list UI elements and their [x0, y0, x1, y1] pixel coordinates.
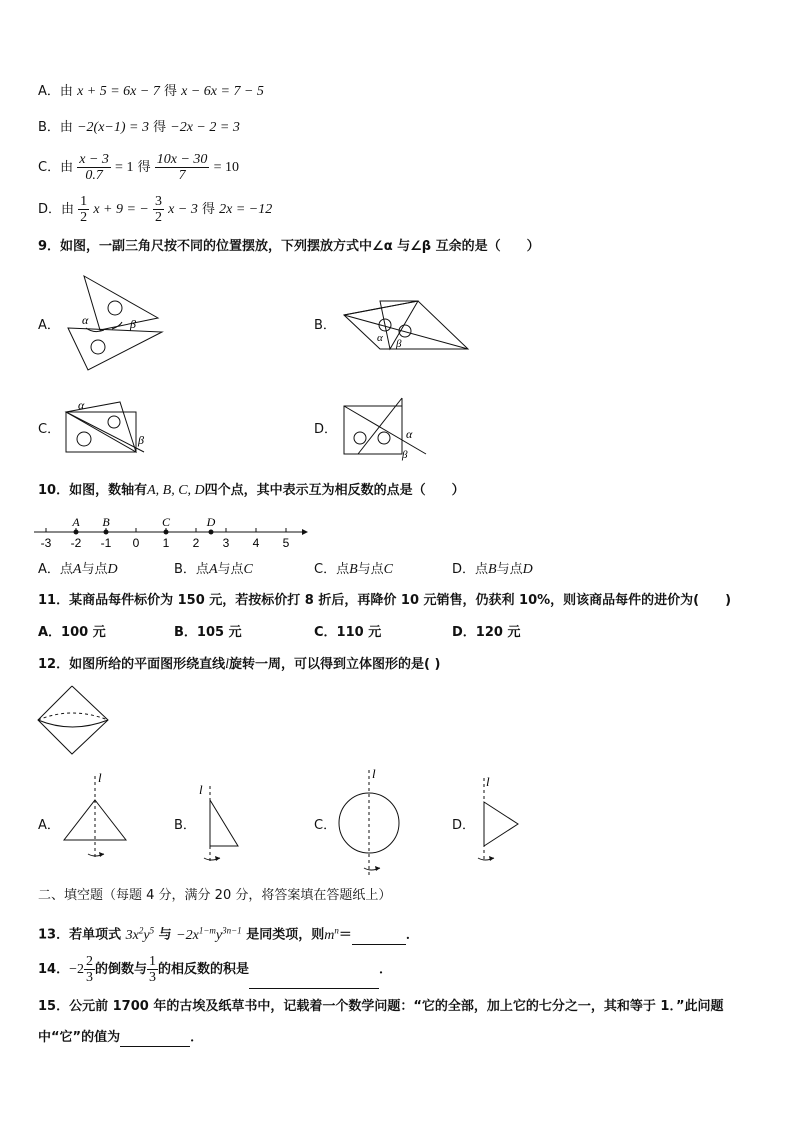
q15-line2 [38, 1030, 203, 1047]
section-2-heading: 二、填空题（每题 4 分，满分 20 分，将答案填在答题纸上） [38, 888, 392, 903]
q10d-mid: 与点 [496, 562, 523, 577]
q10b-p1: A [208, 562, 218, 577]
q15-line1: 15．公元前 1700 年的古埃及纸草书中，记载着一个数学问题：“它的全部，加上它的七分之一，其和等于 1．”此问题 [38, 999, 724, 1014]
q14-frac2-den: 3 [149, 970, 157, 985]
q12-stem-b: 旋转一周，可以得到立体图形的是( ) [228, 657, 441, 672]
number-line-point-label: D [206, 515, 216, 529]
q14-d: ． [379, 962, 393, 977]
q10d-p1: B [488, 562, 497, 577]
q8c-frac1 [77, 152, 111, 183]
number-line-point-label: B [102, 515, 110, 529]
number-line-point-c [164, 530, 169, 535]
q8c-eq2: = 10 [213, 160, 239, 175]
q9-option-c-label: C． [38, 422, 61, 437]
q12-stem-a: 12．如图所给的平面图形绕直线 [38, 657, 226, 672]
number-line-tick-label: 4 [252, 536, 260, 550]
q8c-frac2-den: 7 [178, 168, 186, 183]
q14-frac2 [147, 954, 158, 985]
q10a-label: A． [38, 562, 60, 577]
q11-option-c: C．110 元 [314, 625, 382, 640]
q12-figure-c [336, 764, 406, 880]
q13-d: ＝ [338, 927, 352, 943]
q9-option-d-label: D． [314, 422, 338, 437]
q10-option-b [174, 562, 253, 578]
q8a-eq1: x + 5 = 6x − 7 [77, 84, 160, 99]
q9-figure-c [60, 398, 155, 458]
q10c-text: 点 [336, 562, 350, 577]
number-line-tick-label: 3 [222, 536, 230, 550]
q13-answer-blank[interactable] [352, 928, 406, 945]
q11-stem: 11．某商品每件标价为 150 元，若按标价打 8 折后，再降价 10 元销售，仍获利 10%，则该商品每件的进价为( ) [38, 593, 732, 608]
q9a-alpha: α [82, 313, 89, 327]
q9d-beta: β [402, 449, 408, 461]
q8-option-d [38, 192, 272, 228]
q15-end: ． [190, 1030, 204, 1045]
q13-t1: 3x [125, 927, 139, 943]
number-line [34, 510, 309, 555]
q9b-alpha: α [377, 332, 383, 344]
number-line-point-d [209, 530, 214, 535]
q8d-eq1a: x + 9 = − [93, 202, 149, 217]
q12d-axis-label: l [486, 774, 490, 789]
number-line-tick-label: -2 [70, 536, 82, 550]
q8c-mid: 得 [137, 160, 151, 175]
q8c-frac2 [155, 152, 210, 183]
q10c-p2: C [383, 562, 394, 577]
q10-stem-points: A, B, C, D [147, 483, 205, 498]
q13-c: m [324, 927, 335, 943]
q8c-frac1-den: 0.7 [85, 168, 103, 183]
q9b-beta: β [396, 338, 402, 350]
q8c-eq1: = 1 [115, 160, 134, 175]
q9-figure-b [340, 295, 475, 355]
number-line-point-a [74, 530, 79, 535]
q10c-label: C． [314, 562, 337, 577]
q8d-frac2 [153, 194, 164, 225]
number-line-tick-label: 1 [162, 536, 170, 550]
q13-e: ． [405, 927, 419, 943]
q8c-frac1-num: x − 3 [79, 152, 109, 167]
q8c-frac2-num: 10x − 30 [156, 152, 208, 167]
q8-option-a [38, 84, 264, 100]
q8-option-b [38, 120, 240, 136]
q9-figure-d [340, 396, 430, 462]
q11-option-d: D．120 元 [452, 625, 521, 640]
q13-t2: −2x [176, 927, 199, 943]
q8a-label: A． [38, 84, 60, 99]
q10-stem-b: 四个点，其中表示互为相反数的点是（ ） [204, 483, 465, 498]
q10b-text: 点 [195, 562, 209, 577]
q9-option-a-label: A． [38, 318, 60, 333]
q10a-text: 点 [59, 562, 73, 577]
number-line-tick-label: 5 [282, 536, 290, 550]
q11-option-b: B．105 元 [174, 625, 242, 640]
q14-frac1 [84, 954, 95, 985]
q12-option-a-label: A． [38, 818, 60, 833]
q12-option-c-label: C． [314, 818, 337, 833]
q12-figure-a [60, 772, 135, 864]
q9c-beta: β [138, 433, 144, 447]
q12a-axis-label: l [98, 770, 102, 785]
q10c-p1: B [349, 562, 358, 577]
q8-option-c [38, 150, 239, 186]
q8d-mid: 得 [201, 202, 215, 217]
q10b-label: B． [174, 562, 196, 577]
q15-answer-blank[interactable] [120, 1030, 190, 1047]
q14-answer-blank[interactable] [249, 952, 379, 989]
q14-c: 的相反数的积是 [158, 962, 250, 977]
q10d-label: D． [452, 562, 476, 577]
q8b-label: B． [38, 120, 60, 135]
q10c-mid: 与点 [357, 562, 384, 577]
q8a-eq2: x − 6x = 7 − 5 [181, 84, 264, 99]
q8b-eq1: −2(x−1) = 3 [77, 120, 149, 135]
q8a-mid: 得 [163, 84, 177, 99]
q8d-eq2: 2x = −12 [219, 202, 273, 217]
q12b-axis-label: l [199, 782, 203, 797]
q12-option-b-label: B． [174, 818, 196, 833]
q9a-beta: β [130, 317, 136, 331]
number-line-tick-label: -3 [40, 536, 52, 550]
q13-b: 是同类项，则 [246, 927, 325, 943]
q14-b: 的倒数与 [95, 962, 148, 977]
q8d-pre: 由 [61, 202, 75, 217]
q13-term1: $3x^2y^5$ [125, 925, 155, 943]
q12-stem [38, 657, 440, 673]
q14-frac2-num: 1 [149, 954, 157, 969]
number-line-point-label: C [161, 515, 171, 529]
q8a-pre: 由 [59, 84, 73, 99]
q9d-alpha: α [406, 427, 413, 441]
q10d-p2: D [522, 562, 533, 577]
q13-a: 13．若单项式 [38, 927, 122, 943]
q10-option-c [314, 562, 393, 578]
q8d-frac1-den: 2 [80, 210, 88, 225]
number-line-tick-label: -1 [100, 536, 112, 550]
q13-mid: 与 [158, 927, 172, 943]
q15-line2-text: 中“它”的值为 [38, 1030, 121, 1045]
q8d-eq1b: x − 3 [168, 202, 198, 217]
q8b-pre: 由 [59, 120, 73, 135]
q13-term2: $-2x^{1-m}y^{3n-1}$ [176, 925, 242, 943]
q8d-frac1-num: 1 [80, 194, 88, 209]
q14-frac1-den: 3 [86, 970, 93, 985]
q12-stem-l: l [225, 657, 229, 672]
q9-figure-a [60, 270, 170, 375]
q10-option-d [452, 562, 533, 578]
q9-stem: 9．如图，一副三角尺按不同的位置摆放，下列摆放方式中∠α 与∠β 互余的是（ ） [38, 239, 540, 254]
q10-stem [38, 483, 465, 499]
q8d-frac2-num: 3 [155, 194, 163, 209]
q14-frac1-num: 2 [86, 954, 93, 969]
q12-solid-figure [36, 684, 111, 756]
q10-option-a [38, 562, 118, 578]
q10a-p2: D [107, 562, 118, 577]
q11-option-a: A．100 元 [38, 625, 106, 640]
number-line-tick-label: 2 [192, 536, 200, 550]
q10b-mid: 与点 [217, 562, 244, 577]
q14-neg: −2 [69, 962, 84, 977]
q8d-frac2-den: 2 [155, 210, 163, 225]
q10-stem-a: 10．如图，数轴有 [38, 483, 148, 498]
q12-figure-b [196, 778, 246, 866]
q13-m: $m^n$ [324, 925, 339, 943]
q8d-label: D． [38, 202, 62, 217]
q8d-frac1 [78, 194, 89, 225]
q8c-pre: 由 [60, 160, 74, 175]
q8b-eq2: −2x − 2 = 3 [170, 120, 240, 135]
q8b-mid: 得 [153, 120, 167, 135]
q10a-p1: A [72, 562, 82, 577]
q13 [38, 922, 419, 945]
q9-option-b-label: B． [314, 318, 336, 333]
number-line-arrow [302, 529, 308, 535]
q10d-text: 点 [475, 562, 489, 577]
q10b-p2: C [243, 562, 253, 577]
q12-option-d-label: D． [452, 818, 476, 833]
q10a-mid: 与点 [81, 562, 108, 577]
q8c-label: C． [38, 160, 61, 175]
q14-a: 14． [38, 962, 70, 977]
q14 [38, 952, 392, 989]
q12c-axis-label: l [372, 766, 376, 781]
number-line-point-b [104, 530, 109, 535]
number-line-point-label: A [72, 515, 80, 529]
q12-figure-d [474, 772, 524, 868]
number-line-tick-label: 0 [132, 536, 140, 550]
q9c-alpha: α [78, 398, 85, 412]
